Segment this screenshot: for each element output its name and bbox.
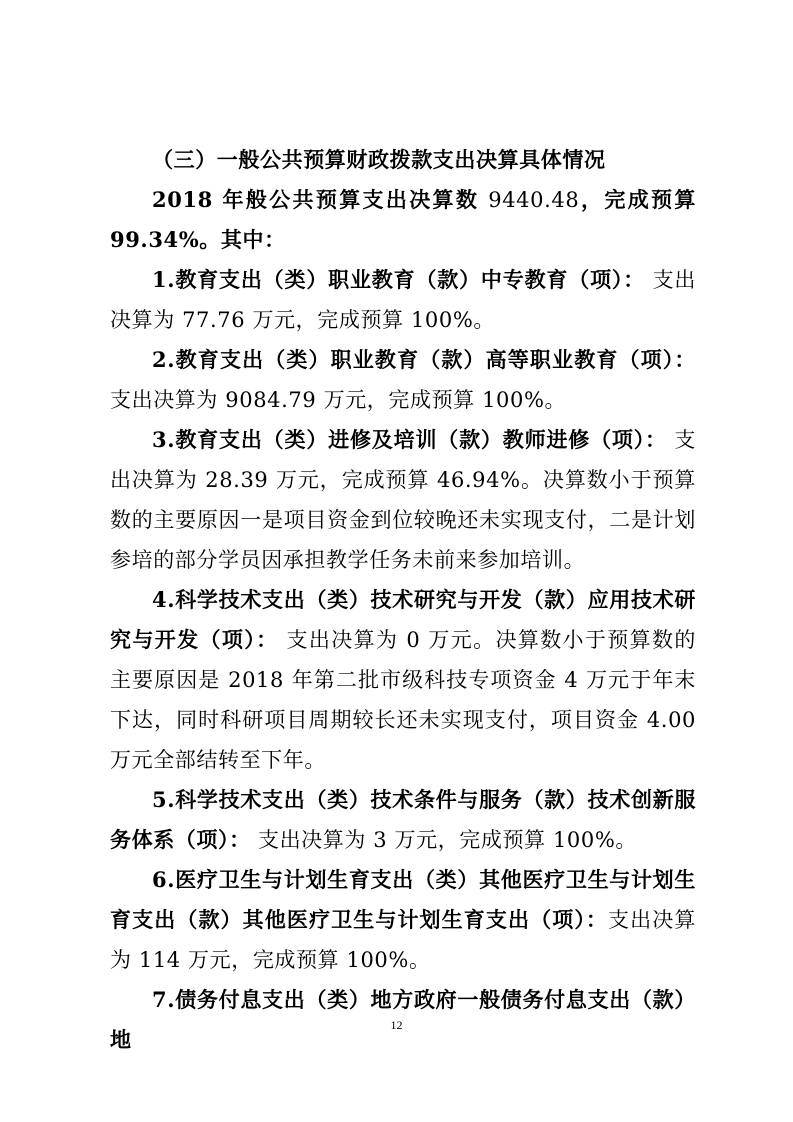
item-title: 7.债务付息支出（类）地方政府一般债务付息支出（款）地 <box>110 987 696 1052</box>
item-paragraph-4 <box>110 580 696 780</box>
summary-tail: 其中： <box>220 227 286 252</box>
item-paragraph-3 <box>110 420 696 580</box>
summary-completion: ，完成预算 99.34%。 <box>110 187 696 252</box>
summary-paragraph <box>110 180 696 260</box>
item-body: 支出决算为 28.39 万元，完成预算 46.94%。决算数小于预算数的主要原因一是项目资金到位较晚还未实现支付，二是计划参培的部分学员因承担教学任务未前来参加培训。 <box>110 428 697 572</box>
item-body: 支出决算为 0 万元。决算数小于预算数的主要原因是 2018 年第二批市级科技专项资金 4 万元于年末下达，同时科研项目周期较长还未实现支付，项目资金 4.00 万元全部结转至下年。 <box>110 628 696 772</box>
item-paragraph-6 <box>110 860 696 980</box>
item-title: 6.医疗卫生与计划生育支出（类）其他医疗卫生与计划生育支出（款）其他医疗卫生与计划生育支出（项）： <box>110 867 696 932</box>
summary-amount: 9440.48 <box>488 188 580 212</box>
item-body: 支出决算为 3 万元，完成预算 100%。 <box>257 828 638 852</box>
item-title: 5.科学技术支出（类）技术条件与服务（款）技术创新服务体系（项）： <box>110 787 696 852</box>
item-body: 支出决算为 114 万元，完成预算 100%。 <box>110 908 696 972</box>
item-body: 支出决算为 77.76 万元，完成预算 100%。 <box>110 268 697 332</box>
item-title: 3.教育支出（类）进修及培训（款）教师进修（项）： <box>152 427 667 452</box>
document-body <box>110 140 696 1060</box>
page-number: 12 <box>390 1018 403 1032</box>
item-paragraph-5 <box>110 780 696 860</box>
item-paragraph-1 <box>110 260 696 340</box>
item-body: 支出决算为 9084.79 万元，完成预算 100%。 <box>110 388 567 412</box>
item-paragraph-2 <box>110 340 696 420</box>
item-title: 1.教育支出（类）职业教育（款）中专教育（项）： <box>152 267 646 292</box>
item-title: 2.教育支出（类）职业教育（款）高等职业教育（项）： <box>152 347 696 372</box>
section-heading: （三）一般公共预算财政拨款支出决算具体情况 <box>152 147 606 172</box>
summary-lead: 2018 年般公共预算支出决算数 <box>152 187 480 212</box>
item-title: 4.科学技术支出（类）技术研究与开发（款）应用技术研究与开发（项）： <box>110 587 696 652</box>
